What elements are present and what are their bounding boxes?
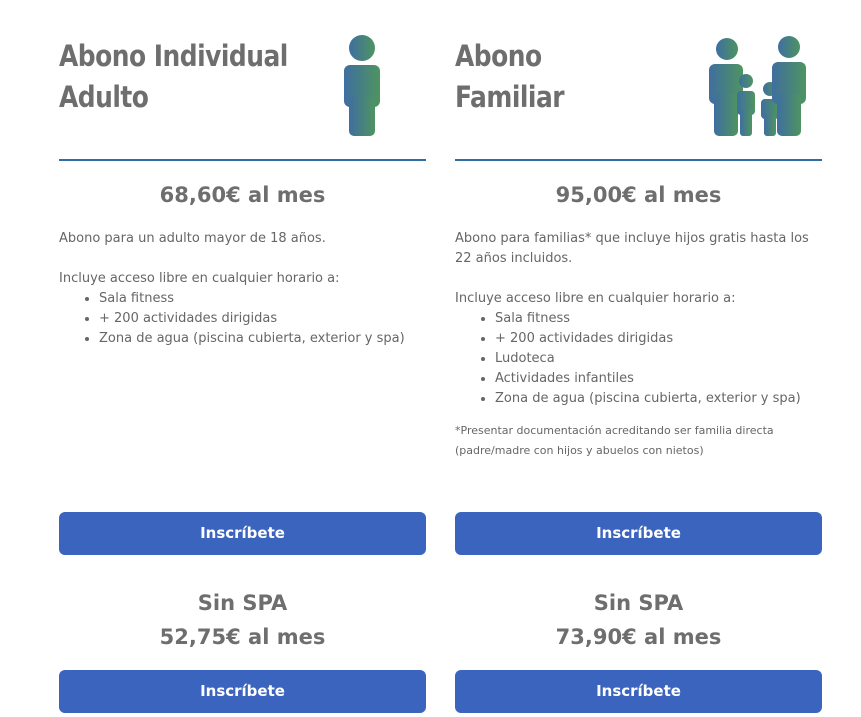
plan-title-line-2: Adulto xyxy=(59,80,149,114)
plan-price: 68,60€ al mes xyxy=(159,183,326,207)
nospa-title: Sin SPA xyxy=(197,591,288,615)
feature-list xyxy=(59,289,426,349)
feature-item: • Zona de agua (piscina cubierta, exterior y spa) xyxy=(495,389,822,409)
signup-nospa-button[interactable]: Inscríbete xyxy=(455,670,822,713)
feature-item: • Sala fitness xyxy=(495,309,822,329)
signup-button[interactable]: Inscríbete xyxy=(455,512,822,555)
nospa-price: 52,75€ al mes xyxy=(159,625,326,649)
plan-description: Abono para un adulto mayor de 18 años. xyxy=(59,231,326,246)
plan-card-familiar xyxy=(455,0,822,717)
feature-list xyxy=(455,309,822,409)
signup-nospa-button[interactable]: Inscríbete xyxy=(59,670,426,713)
plan-title-line-1: Abono xyxy=(455,39,542,73)
includes-title: Incluye acceso libre en cualquier horario a: xyxy=(59,271,340,286)
plan-description: Abono para familias* que incluye hijos gratis hasta los 22 años incluidos. xyxy=(455,231,809,266)
feature-item: • Actividades infantiles xyxy=(495,369,822,389)
feature-item: • Zona de agua (piscina cubierta, exterior y spa) xyxy=(99,329,426,349)
family-icon xyxy=(705,34,809,142)
plan-title-line-1: Abono Individual xyxy=(59,39,288,73)
plan-title xyxy=(59,36,288,118)
footnote: *Presentar documentación acreditando ser familia directa (padre/madre con hijos y abuelos con nietos) xyxy=(455,424,774,457)
feature-item: • + 200 actividades dirigidas xyxy=(495,329,822,349)
plan-price: 95,00€ al mes xyxy=(555,183,722,207)
feature-item: • Ludoteca xyxy=(495,349,822,369)
signup-button[interactable]: Inscríbete xyxy=(59,512,426,555)
plan-title-line-2: Familiar xyxy=(455,80,565,114)
nospa-title: Sin SPA xyxy=(593,591,684,615)
title-divider xyxy=(455,159,822,161)
includes-title: Incluye acceso libre en cualquier horario a: xyxy=(455,291,736,306)
feature-item: • + 200 actividades dirigidas xyxy=(99,309,426,329)
title-divider xyxy=(59,159,426,161)
plan-title xyxy=(455,36,564,118)
nospa-price: 73,90€ al mes xyxy=(555,625,722,649)
single-person-icon xyxy=(342,34,382,142)
plan-card-individual xyxy=(59,0,426,717)
feature-item: • Sala fitness xyxy=(99,289,426,309)
